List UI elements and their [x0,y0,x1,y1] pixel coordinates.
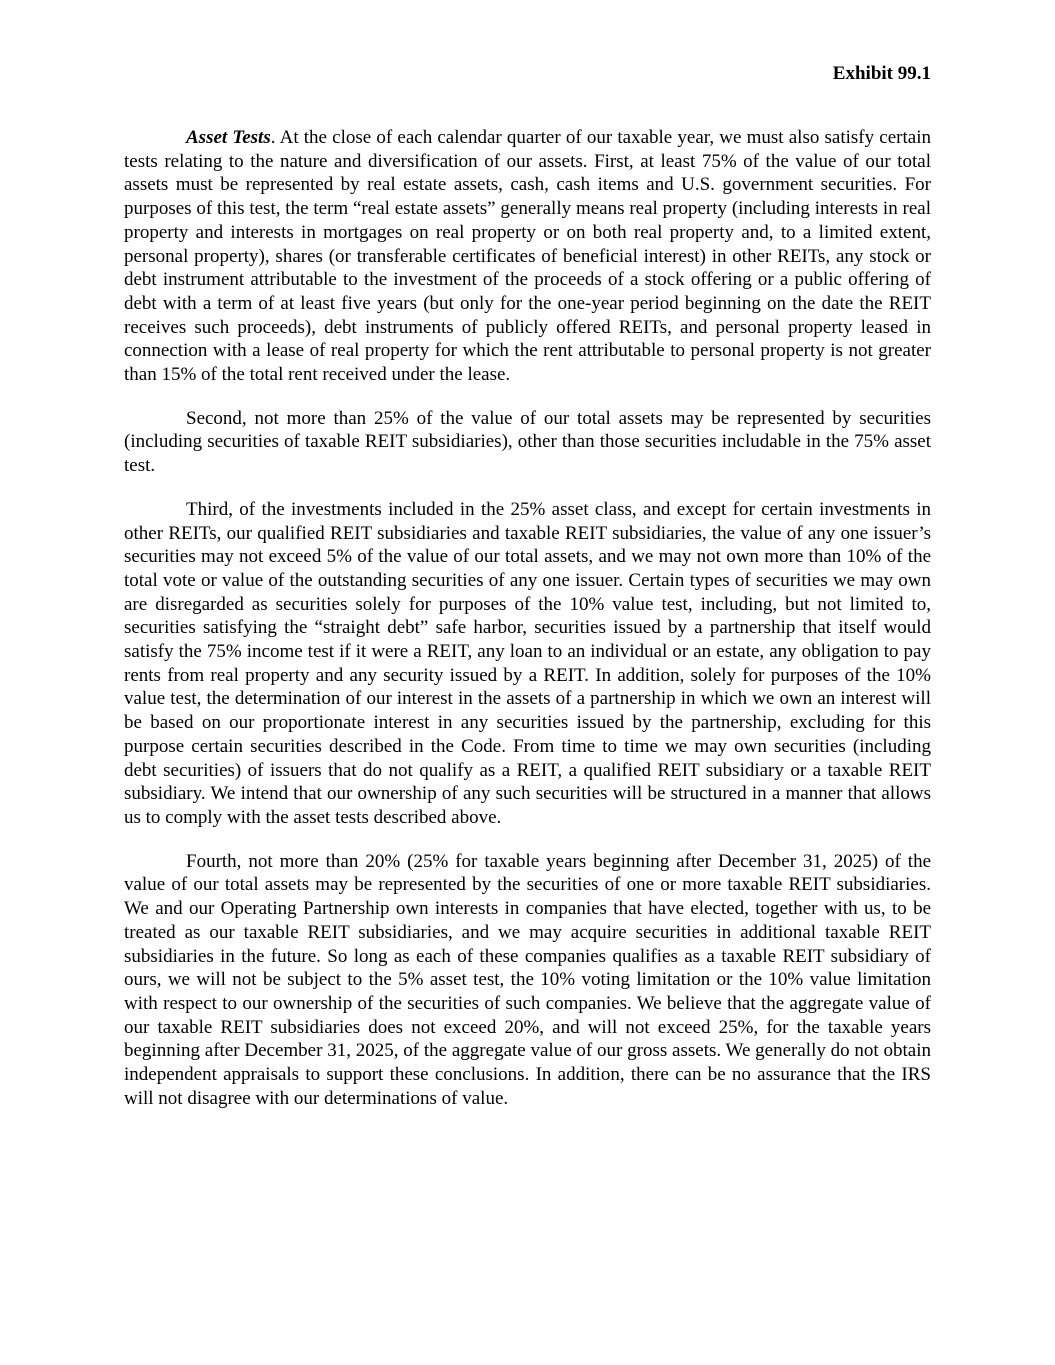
section-heading: Asset Tests [186,127,271,148]
paragraph-asset-tests [124,126,931,387]
paragraph-text: . At the close of each calendar quarter of our taxable year, we must also satisfy certain tests relating to the nature and diversification of our assets. First, at least 75% of the value of our total assets must be represented by real estate assets, cash, cash items and U.S. government securities. For purposes of this test, the term “real estate assets” generally means real property (including interests in real property and interests in mortgages on real property or on both real property and, to a limited extent, personal property), shares (or transferable certificates of beneficial interest) in other REITs, any stock or debt instrument attributable to the investment of the proceeds of a stock offering or a public offering of debt with a term of at least five years (but only for the one-year period beginning on the date the REIT receives such proceeds), debt instruments of publicly offered REITs, and personal property leased in connection with a lease of real property for which the rent attributable to personal property is not greater than 15% of the total rent received under the lease. [124,127,931,386]
paragraph-second: Second, not more than 25% of the value of our total assets may be represented by securities (including securities of taxable REIT subsidiaries), other than those securities includable in the 75% asset test. [124,407,931,477]
paragraph-third: Third, of the investments included in the 25% asset class, and except for certain investments in other REITs, our qualified REIT subsidiaries and taxable REIT subsidiaries, the value of any one issuer’s securities may not exceed 5% of the value of our total assets, and we may not own more than 10% of the total vote or value of the outstanding securities of any one issuer. Certain types of securities we may own are disregarded as securities solely for purposes of the 10% value test, including, but not limited to, securities satisfying the “straight debt” safe harbor, securities issued by a partnership that itself would satisfy the 75% income test if it were a REIT, any loan to an individual or an estate, any obligation to pay rents from real property and any security issued by a REIT. In addition, solely for purposes of the 10% value test, the determination of our interest in the assets of a partnership in which we own an interest will be based on our proportionate interest in any securities issued by the partnership, excluding for this purpose certain securities described in the Code. From time to time we may own securities (including debt securities) of issuers that do not qualify as a REIT, a qualified REIT subsidiary or a taxable REIT subsidiary. We intend that our ownership of any such securities will be structured in a manner that allows us to comply with the asset tests described above. [124,498,931,828]
exhibit-label: Exhibit 99.1 [832,63,931,84]
paragraph-fourth: Fourth, not more than 20% (25% for taxable years beginning after December 31, 2025) of the value of our total assets may be represented by the securities of one or more taxable REIT subsidiaries. We and our Operating Partnership own interests in companies that have elected, together with us, to be treated as our taxable REIT subsidiaries, and we may acquire securities in additional taxable REIT subsidiaries in the future. So long as each of these companies qualifies as a taxable REIT subsidiary of ours, we will not be subject to the 5% asset test, the 10% voting limitation or the 10% value limitation with respect to our ownership of the securities of such companies. We believe that the aggregate value of our taxable REIT subsidiaries does not exceed 20%, and will not exceed 25%, for the taxable years beginning after December 31, 2025, of the aggregate value of our gross assets. We generally do not obtain independent appraisals to support these conclusions. In addition, there can be no assurance that the IRS will not disagree with our determinations of value. [124,850,931,1109]
document-body [124,126,931,1130]
